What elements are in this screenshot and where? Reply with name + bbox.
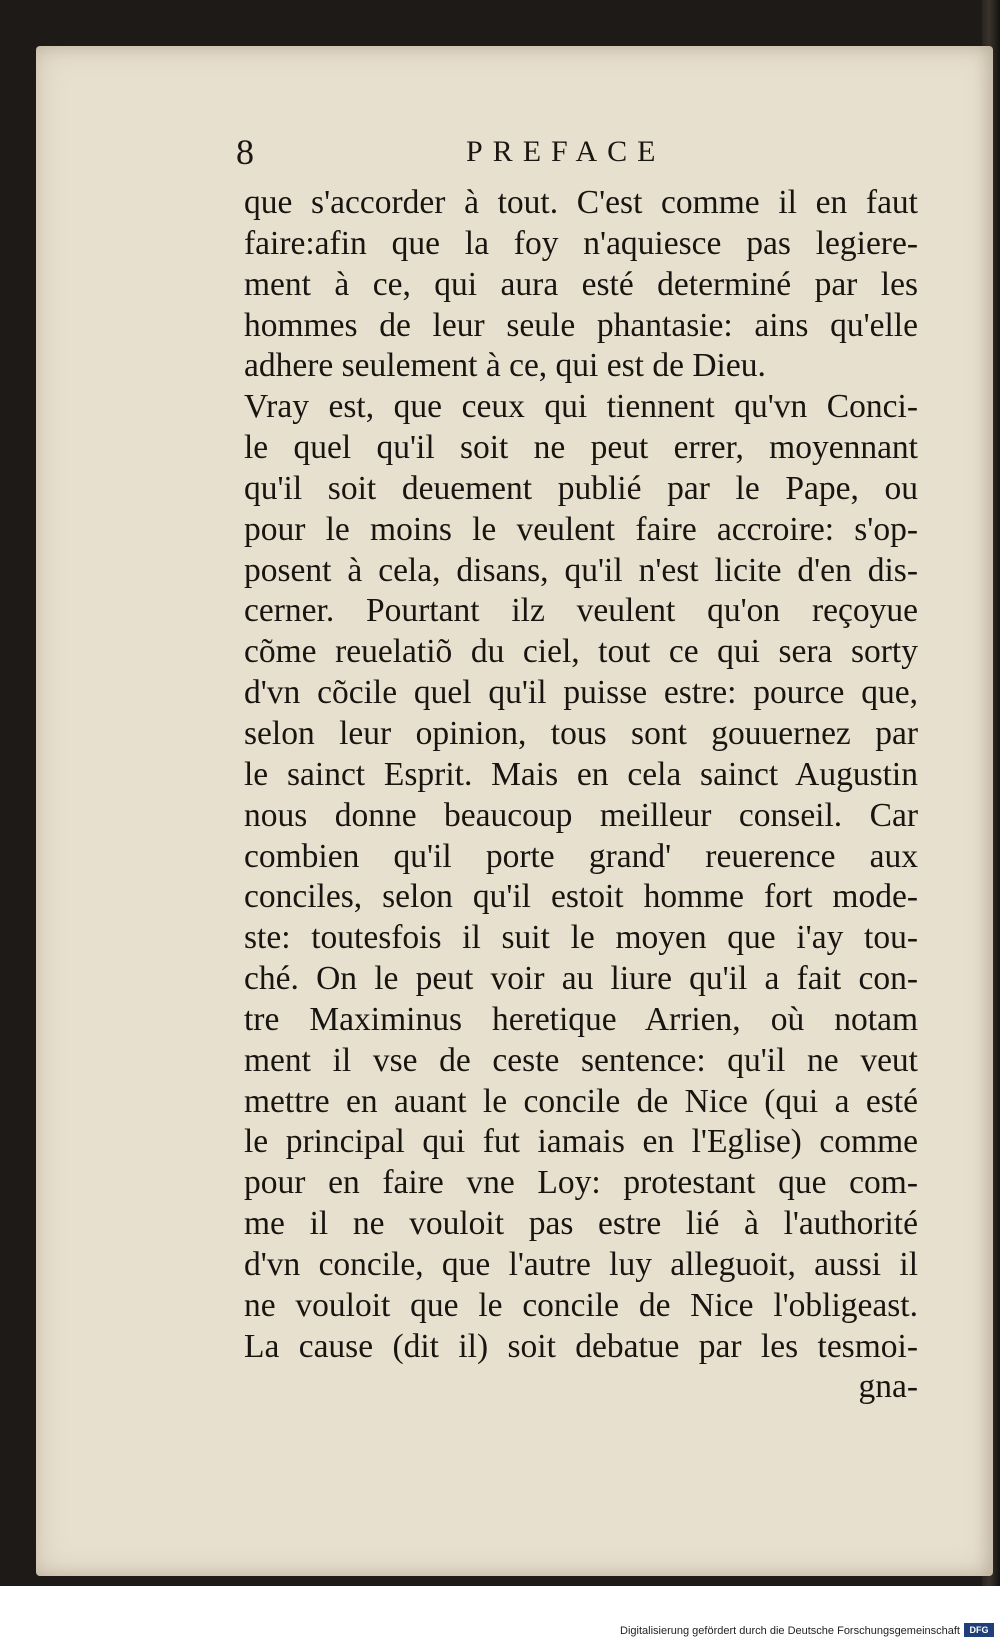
text-line: le sainct Esprit. Mais en cela sainct Augustin bbox=[244, 755, 918, 793]
text-line: cõme reuelatiõ du ciel, tout ce qui sera sorty bbox=[244, 633, 918, 671]
text-line: pour en faire vne Loy: protestant que com- bbox=[244, 1164, 918, 1202]
text-line: qu'il soit deuement publié par le Pape, ou bbox=[244, 469, 918, 507]
text-line: d'vn concile, que l'autre luy alleguoit, aussi il bbox=[244, 1245, 918, 1283]
text-line: ste: toutesfois il suit le moyen que i'ay tou- bbox=[244, 919, 918, 957]
funding-credit: Digitalisierung gefördert durch die Deutsche Forschungsgemeinschaft bbox=[620, 1625, 960, 1637]
page-title: PREFACE bbox=[466, 135, 666, 168]
text-line: adhere seulement à ce, qui est de Dieu. bbox=[244, 347, 766, 385]
catchword: gna- bbox=[858, 1368, 918, 1406]
page-number: 8 bbox=[236, 132, 254, 172]
text-line: tre Maximinus heretique Arrien, où notam bbox=[244, 1000, 918, 1038]
text-line: ché. On le peut voir au liure qu'il a fait con- bbox=[244, 960, 918, 998]
text-line: me il ne vouloit pas estre lié à l'authorité bbox=[244, 1205, 918, 1243]
footer-bar bbox=[0, 1586, 1000, 1638]
text-line: posent à cela, disans, qu'il n'est licite d'en dis- bbox=[244, 551, 918, 589]
text-line: Vray est, que ceux qui tiennent qu'vn Conci- bbox=[244, 388, 918, 426]
text-line: selon leur opinion, tous sont gouuernez par bbox=[244, 714, 918, 752]
text-line: pour le moins le veulent faire accroire: s'op- bbox=[244, 510, 918, 548]
running-head bbox=[236, 130, 706, 174]
text-line: ment à ce, qui aura esté determiné par les bbox=[244, 265, 918, 303]
text-line: le principal qui fut iamais en l'Eglise) comme bbox=[244, 1123, 918, 1161]
text-line: mettre en auant le concile de Nice (qui a esté bbox=[244, 1082, 918, 1120]
text-block bbox=[244, 183, 918, 1408]
dfg-logo-icon: DFG bbox=[964, 1623, 994, 1637]
text-line: hommes de leur seule phantasie: ains qu'elle bbox=[244, 306, 918, 344]
text-line: nous donne beaucoup meilleur conseil. Car bbox=[244, 796, 918, 834]
text-line: conciles, selon qu'il estoit homme fort mode- bbox=[244, 878, 918, 916]
text-line: que s'accorder à tout. C'est comme il en faut bbox=[244, 184, 918, 221]
text-line: d'vn cõcile quel qu'il puisse estre: pource que, bbox=[244, 674, 918, 712]
text-line: ne vouloit que le concile de Nice l'obligeast. bbox=[244, 1286, 918, 1324]
text-line: La cause (dit il) soit debatue par les tesmoi- bbox=[244, 1327, 918, 1365]
text-line: ment il vse de ceste sentence: qu'il ne veut bbox=[244, 1041, 918, 1079]
text-line: le quel qu'il soit ne peut errer, moyennant bbox=[244, 429, 918, 467]
text-line: combien qu'il porte grand' reuerence aux bbox=[244, 837, 918, 875]
text-line: faire:afin que la foy n'aquiesce pas legiere- bbox=[244, 224, 918, 262]
text-line: cerner. Pourtant ilz veulent qu'on reçoyue bbox=[244, 592, 918, 630]
